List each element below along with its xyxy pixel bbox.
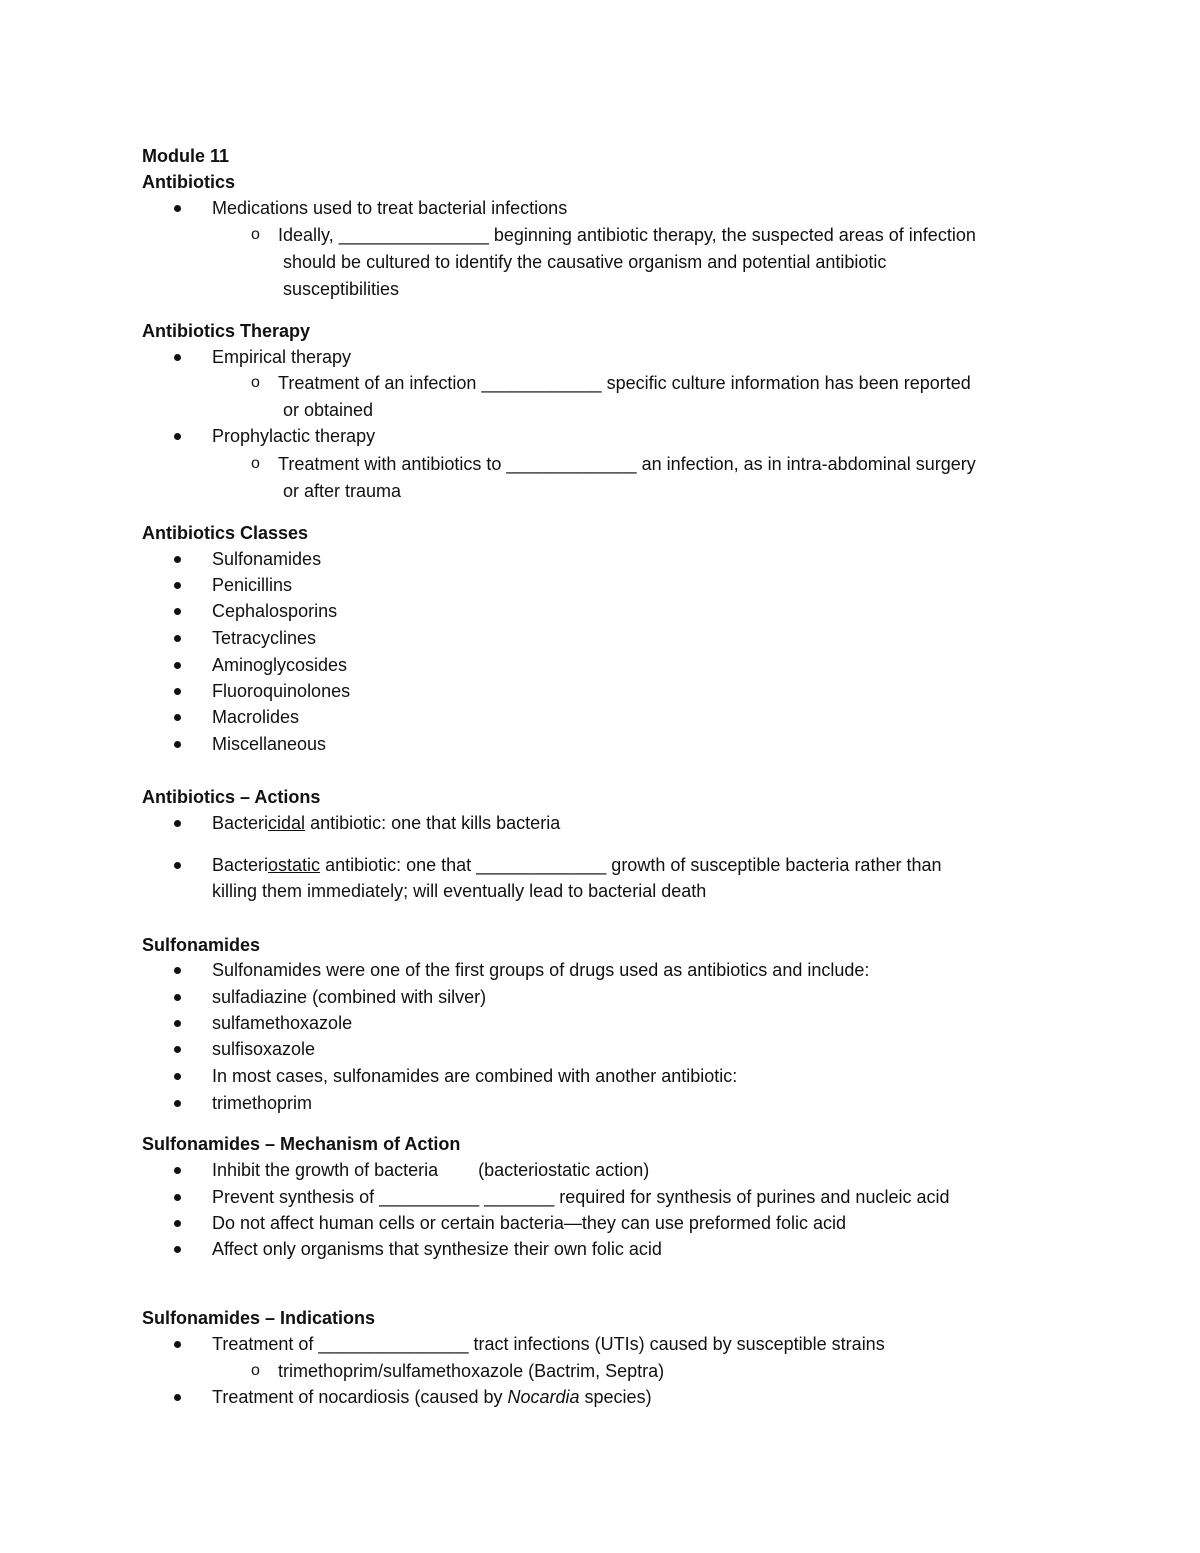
- heading-antibiotics-classes: Antibiotics Classes: [142, 523, 309, 543]
- bullet-dot: [174, 862, 181, 869]
- bullet-dot: [174, 608, 181, 615]
- list-item: Sulfonamides were one of the first groups of drugs used as antibiotics and include:: [212, 960, 870, 980]
- sub-bullet-marker: o: [251, 1362, 260, 1379]
- bullet-dot: [174, 433, 181, 440]
- list-item: trimethoprim: [212, 1093, 313, 1113]
- heading-antibiotics: Antibiotics: [142, 172, 235, 192]
- sub-list-item: Ideally, _______________ beginning antibiotic therapy, the suspected areas of infection: [278, 225, 976, 245]
- list-item: Treatment of _______________ tract infections (UTIs) caused by susceptible strains: [212, 1334, 885, 1354]
- text: Bacteri: [212, 813, 269, 833]
- underlined-text: ostatic: [268, 855, 321, 875]
- bullet-dot: [174, 205, 181, 212]
- bullet-dot: [174, 354, 181, 361]
- list-item: Inhibit the growth of bacteria (bacteriostatic action): [212, 1160, 650, 1180]
- bullet-dot: [174, 582, 181, 589]
- list-item: Aminoglycosides: [212, 655, 348, 675]
- list-item: Penicillins: [212, 575, 293, 595]
- heading-sulfonamides-indications: Sulfonamides – Indications: [142, 1308, 376, 1328]
- heading-sulfonamides-mechanism: Sulfonamides – Mechanism of Action: [142, 1134, 461, 1154]
- italic-text: Nocardia: [507, 1387, 580, 1407]
- bullet-dot: [174, 662, 181, 669]
- list-item-bacteriostatic: [212, 853, 942, 877]
- bullet-dot: [174, 1220, 181, 1227]
- list-item: Fluoroquinolones: [212, 681, 351, 701]
- heading-antibiotics-therapy: Antibiotics Therapy: [142, 321, 311, 341]
- list-item: Do not affect human cells or certain bacteria—they can use preformed folic acid: [212, 1213, 846, 1233]
- text: Bacteri: [212, 855, 269, 875]
- bullet-dot: [174, 1046, 181, 1053]
- sub-list-item-continued: susceptibilities: [283, 279, 400, 299]
- bullet-dot: [174, 714, 181, 721]
- bullet-dot: [174, 1073, 181, 1080]
- list-item: Prophylactic therapy: [212, 426, 376, 446]
- list-item: In most cases, sulfonamides are combined with another antibiotic:: [212, 1066, 738, 1086]
- bullet-dot: [174, 820, 181, 827]
- heading-sulfonamides: Sulfonamides: [142, 935, 261, 955]
- list-item: Cephalosporins: [212, 601, 338, 621]
- bullet-dot: [174, 1246, 181, 1253]
- bullet-dot: [174, 1341, 181, 1348]
- bullet-dot: [174, 967, 181, 974]
- bullet-dot: [174, 1100, 181, 1107]
- text: Treatment of nocardiosis (caused by: [212, 1387, 508, 1407]
- sub-list-item: trimethoprim/sulfamethoxazole (Bactrim, Septra): [278, 1361, 665, 1381]
- list-item-nocardiosis: [212, 1385, 652, 1409]
- underlined-text: cidal: [268, 813, 306, 833]
- sub-list-item: Treatment with antibiotics to _____________ an infection, as in intra-abdominal surgery: [278, 454, 976, 474]
- bullet-dot: [174, 1194, 181, 1201]
- sub-bullet-marker: o: [251, 455, 260, 472]
- text: antibiotic: one that _____________ growth of susceptible bacteria rather than: [320, 855, 942, 875]
- list-item: Affect only organisms that synthesize their own folic acid: [212, 1239, 662, 1259]
- list-item: Tetracyclines: [212, 628, 317, 648]
- heading-antibiotics-actions: Antibiotics – Actions: [142, 787, 321, 807]
- bullet-dot: [174, 994, 181, 1001]
- bullet-dot: [174, 1020, 181, 1027]
- module-title: Module 11: [142, 146, 230, 166]
- bullet-dot: [174, 688, 181, 695]
- list-item: sulfamethoxazole: [212, 1013, 353, 1033]
- list-item-bactericidal: [212, 811, 560, 835]
- list-item: Sulfonamides: [212, 549, 322, 569]
- bullet-dot: [174, 1394, 181, 1401]
- sub-bullet-marker: o: [251, 226, 260, 243]
- bullet-dot: [174, 635, 181, 642]
- sub-list-item-continued: or obtained: [283, 400, 374, 420]
- list-item: Medications used to treat bacterial infections: [212, 198, 568, 218]
- bullet-dot: [174, 556, 181, 563]
- sub-bullet-marker: o: [251, 374, 260, 391]
- text: antibiotic: one that kills bacteria: [305, 813, 561, 833]
- sub-list-item-continued: or after trauma: [283, 481, 402, 501]
- bullet-dot: [174, 741, 181, 748]
- text: species): [579, 1387, 652, 1407]
- list-item: Prevent synthesis of __________ _______ required for synthesis of purines and nucleic acid: [212, 1187, 950, 1207]
- sub-list-item: Treatment of an infection ____________ specific culture information has been reported: [278, 373, 971, 393]
- list-item: Miscellaneous: [212, 734, 327, 754]
- list-item: sulfadiazine (combined with silver): [212, 987, 487, 1007]
- sub-list-item-continued: should be cultured to identify the causative organism and potential antibiotic: [283, 252, 887, 272]
- list-item: sulfisoxazole: [212, 1039, 316, 1059]
- bullet-dot: [174, 1167, 181, 1174]
- list-item: Empirical therapy: [212, 347, 352, 367]
- list-item: Macrolides: [212, 707, 300, 727]
- list-item-continued: killing them immediately; will eventually lead to bacterial death: [212, 881, 707, 901]
